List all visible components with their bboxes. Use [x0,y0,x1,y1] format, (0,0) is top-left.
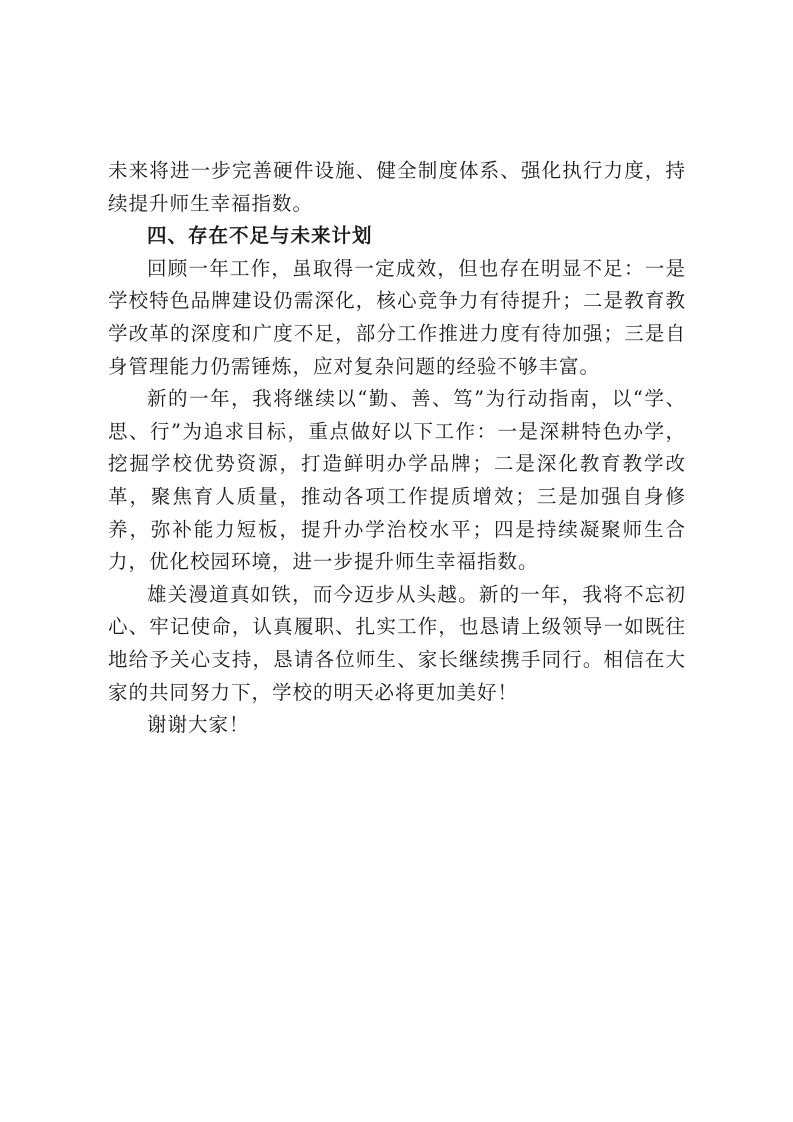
paragraph-future-plan: 新的一年，我将继续以“勤、善、笃”为行动指南，以“学、思、行”为追求目标，重点做好以下工作：一是深耕特色办学，挖掘学校优势资源，打造鲜明办学品牌；二是深化教育教学改革，聚焦育人质量，推动各项工作提质增效；三是加强自身修养，弥补能力短板，提升办学治校水平；四是持续凝聚师生合力，优化校园环境，进一步提升师生幸福指数。 [108,387,686,574]
paragraph-shortcomings: 回顾一年工作，虽取得一定成效，但也存在明显不足：一是学校特色品牌建设仍需深化，核心竞争力有待提升；二是教育教学改革的深度和广度不足，部分工作推进力度有待加强；三是自身管理能力仍需锤炼，应对复杂问题的经验不够丰富。 [108,256,686,378]
paragraph-conclusion: 雄关漫道真如铁，而今迈步从头越。新的一年，我将不忘初心、牢记使命，认真履职、扎实工作，也恳请上级领导一如既往地给予关心支持，恳请各位师生、家长继续携手同行。相信在大家的共同努力下，学校的明天必将更加美好！ [108,582,686,704]
document-body [108,155,686,742]
section-heading: 四、存在不足与未来计划 [147,224,373,248]
continuation-paragraph: 未来将进一步完善硬件设施、健全制度体系、强化执行力度，持续提升师生幸福指数。 [108,159,686,215]
closing-thanks: 谢谢大家！ [147,713,250,737]
